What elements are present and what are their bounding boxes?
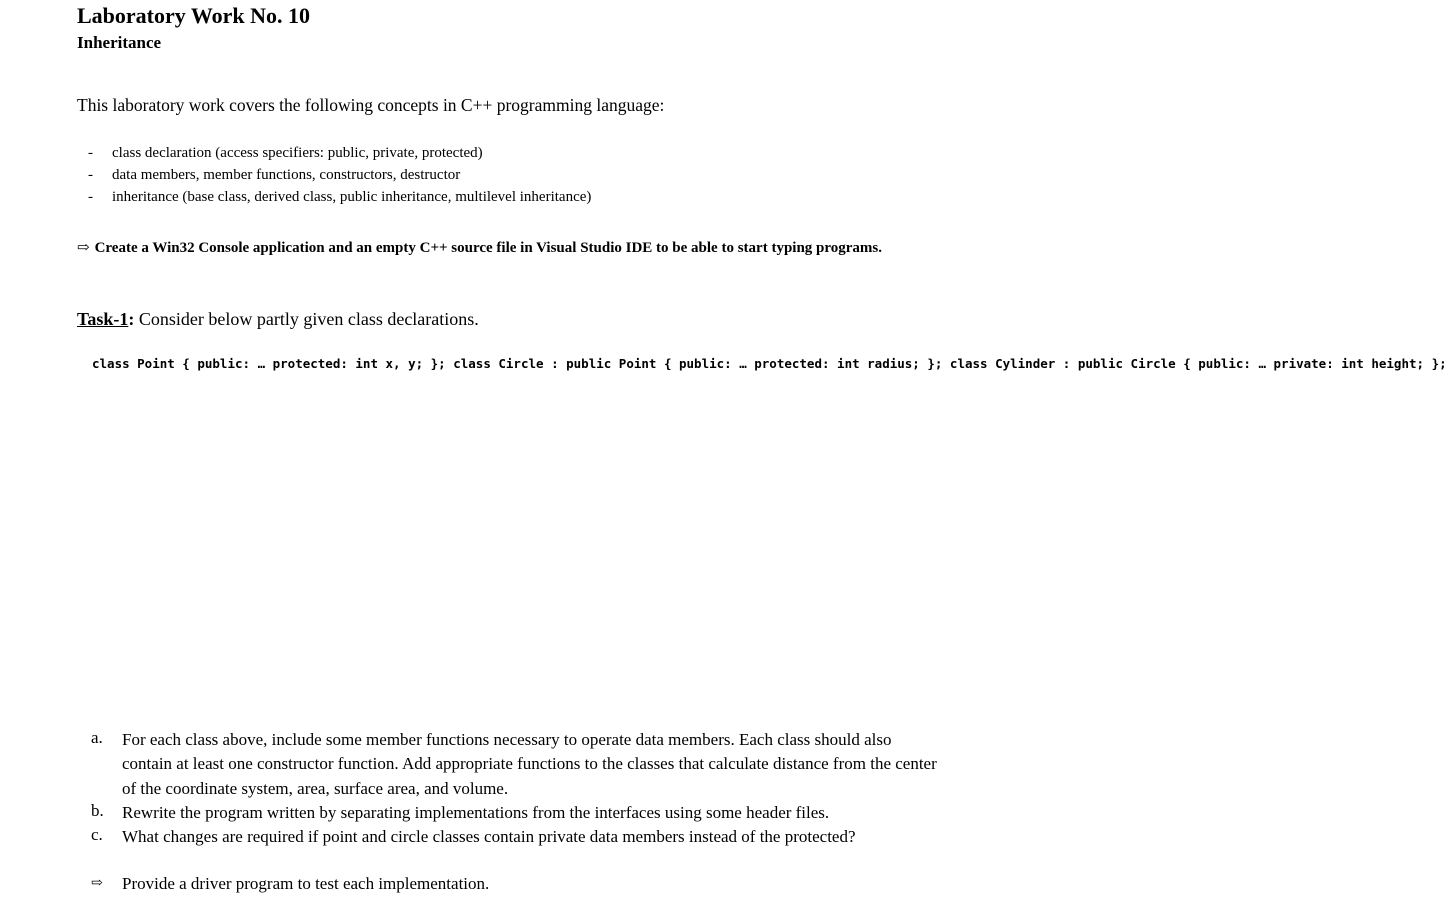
right-arrow-icon: ⇨ (91, 876, 103, 891)
page-subtitle: Inheritance (77, 33, 162, 52)
task-colon: : (128, 309, 135, 329)
code-block: class Point { public: … protected: int x, y; }; class Circle : public Point { public: … protected: int radius; }; class Cylinder : public Circle { public: … private: int height; }; (92, 356, 1447, 371)
instruction-line (77, 238, 882, 257)
task-heading (77, 309, 479, 330)
driver-text: Provide a driver program to test each implementation. (122, 874, 490, 893)
bullet-dash: - (88, 189, 93, 205)
bullet-dash: - (88, 145, 93, 161)
question-text: What changes are required if point and circle classes contain private data members instead of the protected? (122, 827, 856, 846)
concept-text: class declaration (access specifiers: public, private, protected) (112, 145, 483, 161)
intro-paragraph: This laboratory work covers the following concepts in C++ programming language: (77, 95, 665, 115)
question-letter: c. (91, 825, 103, 844)
task-label: Task-1 (77, 309, 129, 329)
concept-text: inheritance (base class, derived class, public inheritance, multilevel inheritance) (112, 189, 592, 205)
task-description: Consider below partly given class declarations. (134, 309, 479, 329)
concept-text: data members, member functions, constructors, destructor (112, 167, 461, 183)
page-title: Laboratory Work No. 10 (77, 3, 311, 28)
instruction-text: Create a Win32 Console application and an empty C++ source file in Visual Studio IDE to be able to start typing programs. (94, 240, 883, 256)
question-letter: b. (91, 801, 104, 820)
question-letter: a. (91, 728, 103, 747)
right-arrow-icon: ⇨ (77, 240, 90, 256)
question-text: For each class above, include some member functions necessary to operate data members. Each class should also contain at least one constructor function. Add appropriate functions to the classes that calculate distance from the center of the coordinate system, area, surface area, and volume. (122, 730, 937, 798)
bullet-dash: - (88, 167, 93, 183)
question-text: Rewrite the program written by separating implementations from the interfaces using some header files. (122, 803, 830, 822)
